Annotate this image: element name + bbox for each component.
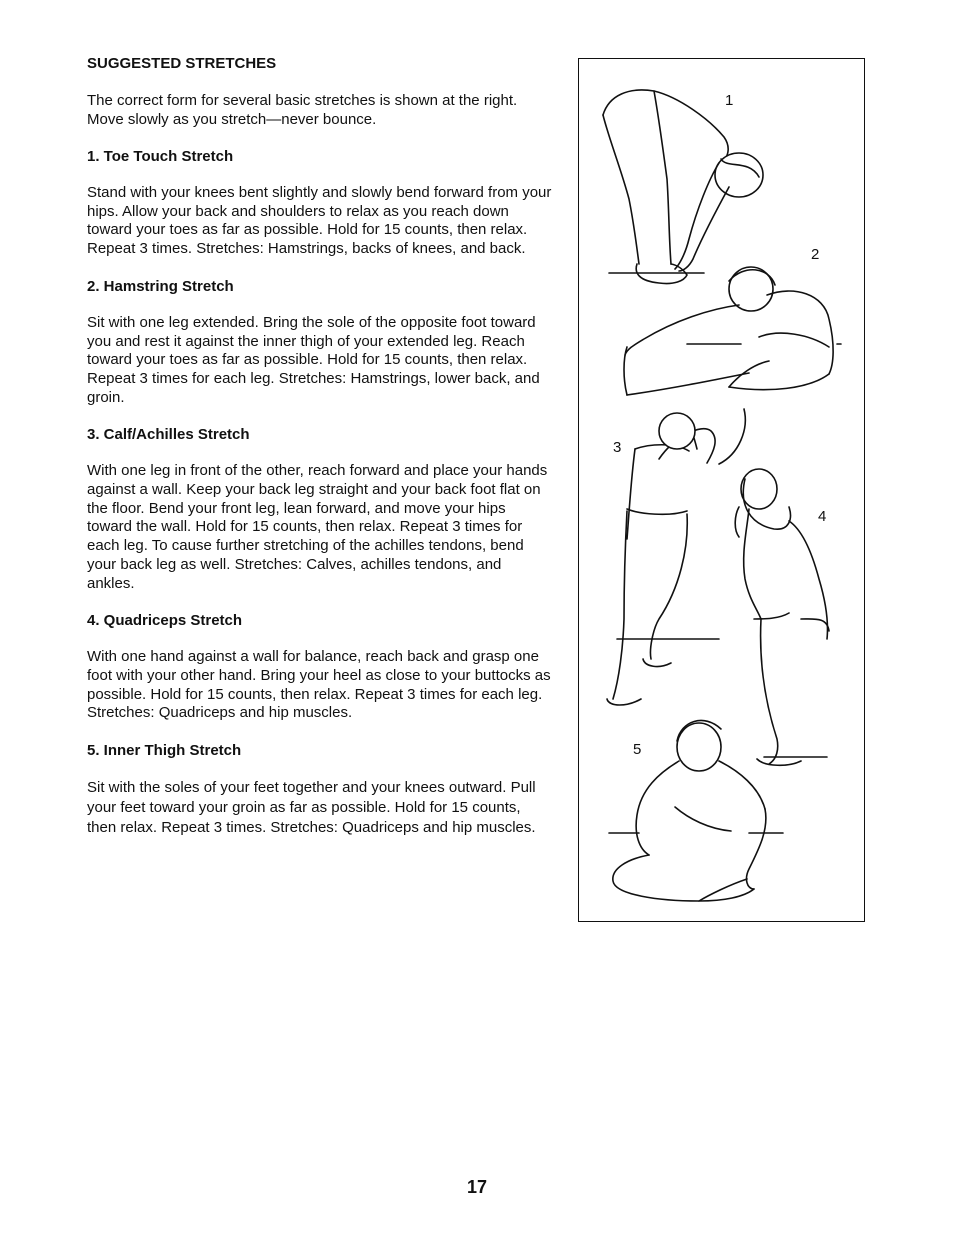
stretch-illustrations-panel — [578, 58, 865, 922]
section-title: SUGGESTED STRETCHES — [87, 55, 277, 72]
stretch-body: With one leg in front of the other, reach forward and place your hands against a wall. Keep your back leg straight and your back foot flat on the floor. Bend your front leg, lean forward, and move your hips toward the wall. Hold for 15 counts, then relax. Repeat 3 times for each leg. To cause further stretching of the achilles tendons, bend your back leg as well. Stretches: Calves, achilles tendons, and ankles. — [87, 462, 548, 592]
stretch-quadriceps — [87, 611, 552, 723]
hamstring-figure — [624, 267, 841, 395]
stretch-toe-touch — [87, 147, 552, 259]
figure-label-2: 2 — [811, 246, 820, 263]
stretch-heading: 4. Quadriceps Stretch — [87, 612, 243, 630]
stretch-inner-thigh — [87, 741, 552, 838]
calf-achilles-figure — [607, 409, 745, 705]
stretch-hamstring — [87, 277, 552, 408]
instructions-column — [87, 54, 552, 856]
stretch-heading: 3. Calf/Achilles Stretch — [87, 426, 250, 444]
stretch-calf-achilles — [87, 425, 552, 593]
stretch-heading: 1. Toe Touch Stretch — [87, 148, 234, 165]
page-number: 17 — [466, 1177, 488, 1197]
stretch-heading: 5. Inner Thigh Stretch — [87, 742, 242, 760]
quadriceps-figure — [735, 469, 829, 765]
stretch-body: Sit with the soles of your feet together and your knees outward. Pull your feet toward your groin as far as possible. Hold for 15 counts, then relax. Repeat 3 times. Stretches: Quadriceps and hip muscles. — [87, 779, 536, 837]
figure-label-5: 5 — [633, 741, 642, 758]
stretch-body: With one hand against a wall for balance, reach back and grasp one foot with your other hand. Bring your heel as close to your buttocks as possible. Hold for 15 counts, then relax. Repeat 3 times for each leg. Stretches: Quadriceps and hip muscles. — [87, 648, 551, 722]
figure-label-1: 1 — [725, 92, 734, 109]
intro-paragraph: The correct form for several basic stretches is shown at the right. Move slowly as you stretch—never bounce. — [87, 92, 518, 128]
toe-touch-figure — [603, 90, 763, 284]
figure-label-4: 4 — [818, 508, 827, 525]
stretch-body: Stand with your knees bent slightly and slowly bend forward from your hips. Allow your back and shoulders to relax as you reach down toward your toes as far as possible. Hold for 15 counts, then relax. Repeat 3 times. Stretches: Hamstrings, backs of knees, and back. — [87, 184, 552, 258]
stretch-body: Sit with one leg extended. Bring the sole of the opposite foot toward you and rest it against the inner thigh of your extended leg. Reach toward your toes as far as possible. Hold for 15 counts, then relax. Repeat 3 times for each leg. Stretches: Hamstrings, lower back, and groin. — [87, 313, 540, 406]
figure-label-3: 3 — [613, 439, 622, 456]
stretch-illustrations — [579, 59, 866, 923]
stretch-heading: 2. Hamstring Stretch — [87, 277, 234, 295]
